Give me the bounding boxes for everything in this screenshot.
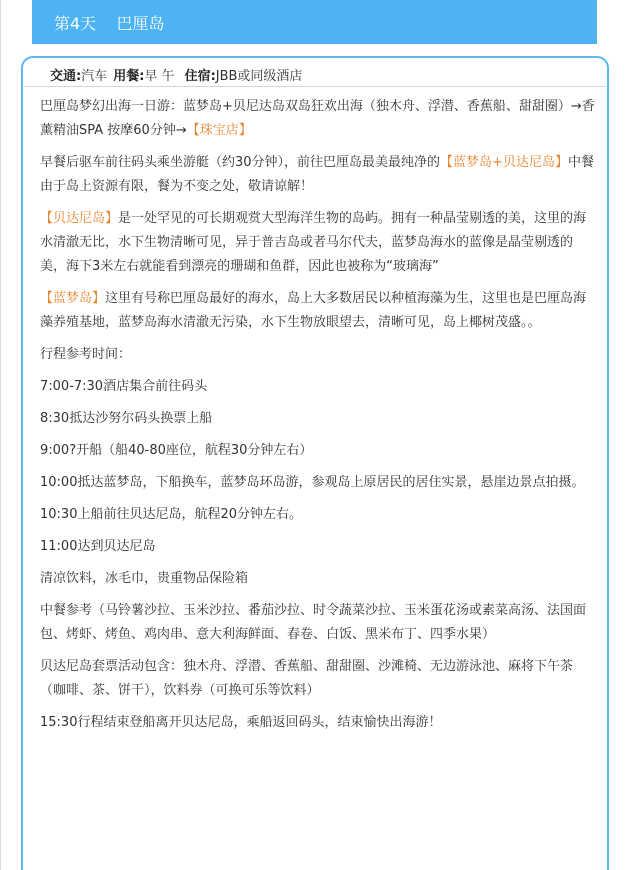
schedule-item: 中餐参考（马铃薯沙拉、玉米沙拉、番茄沙拉、时令蔬菜沙拉、玉米蛋花汤或素菜高汤、法国面包、烤虾、烤鱼、鸡肉串、意大利海鲜面、春卷、白饭、黑米布丁、四季水果） <box>40 603 587 642</box>
penida-paragraph <box>40 207 598 279</box>
schedule-item: 7:00-7:30酒店集合前往码头 <box>40 379 208 394</box>
intro-paragraph <box>40 95 598 143</box>
info-divider <box>24 86 606 87</box>
schedule-item: 9:00?开船（船40-80座位，航程30分钟左右） <box>40 443 313 458</box>
schedule-item: 贝达尼岛套票活动包含：独木舟、浮潜、香蕉船、甜甜圈、沙滩椅、无边游泳池、麻将下午茶（咖啡、茶、饼干），饮料券（可换可乐等饮料） <box>40 659 574 698</box>
transport-label: 交通: <box>50 68 82 84</box>
schedule-title: 行程参考时间： <box>40 347 132 362</box>
penida-text: 是一处罕见的可长期观赏大型海洋生物的岛屿。拥有一种晶莹剔透的美，这里的海水清澈无比，水下生物清晰可见，异于普吉岛或者马尔代夫，蓝梦岛海水的蓝像是晶莹剔透的美，海下3米左右就能看到漂亮的珊瑚和鱼群，因此也被称为“玻璃海” <box>40 211 587 274</box>
schedule-item: 8:30抵达沙努尔码头换票上船 <box>40 411 213 426</box>
schedule-item: 11:00达到贝达尼岛 <box>40 539 156 554</box>
lunch-note-text: 中餐由于岛上资源有限，餐为不变之处，敬请谅解！ <box>40 155 594 194</box>
morning-paragraph <box>40 151 598 199</box>
stay-label: 住宿: <box>184 68 216 84</box>
lembongan-text: 这里有号称巴厘岛最好的海水，岛上大多数居民以种植海藻为生，这里也是巴厘岛海藻养殖基地，蓝梦岛海水清澈无污染，水下生物放眼望去，清晰可见，岛上椰树茂盛。。 <box>40 291 587 330</box>
islands-highlight: 【蓝梦岛+贝达尼岛】 <box>440 155 568 170</box>
schedule-item: 10:00抵达蓝梦岛，下船换车，蓝梦岛环岛游，参观岛上原居民的居住实景，悬崖边景点拍摄。 <box>40 475 585 490</box>
schedule-item: 清凉饮料，冰毛巾，贵重物品保险箱 <box>40 571 249 586</box>
info-row <box>50 64 302 84</box>
page-left-border <box>0 0 1 870</box>
day-location: 巴厘岛 <box>116 13 165 33</box>
day-header-bar <box>32 0 597 44</box>
lembongan-paragraph <box>40 287 598 335</box>
schedule-item: 10:30上船前往贝达尼岛，航程20分钟左右。 <box>40 507 303 522</box>
itinerary-content <box>40 95 598 743</box>
stay-value: JBB或同级酒店 <box>215 68 303 84</box>
day-label: 第4天 <box>54 13 97 33</box>
intro-text: 巴厘岛梦幻出海一日游：蓝梦岛+贝尼达岛双岛狂欢出海（独木舟、浮潜、香蕉船、甜甜圈）→香薰精油SPA 按摩60分钟→ <box>40 99 595 138</box>
transport-value: 汽车 <box>81 68 108 84</box>
day-spacer <box>96 13 116 32</box>
schedule-item: 15:30行程结束登船离开贝达尼岛，乘船返回码头，结束愉快出海游！ <box>40 715 442 730</box>
meal-value: 早 午 <box>144 68 175 84</box>
morning-text: 早餐后驱车前往码头乘坐游艇（约30分钟），前往巴厘岛最美最纯净的 <box>40 155 441 170</box>
jewelry-store-highlight: 【珠宝店】 <box>186 123 252 138</box>
meal-label: 用餐: <box>113 68 145 84</box>
penida-highlight: 【贝达尼岛】 <box>40 211 119 226</box>
lembongan-highlight: 【蓝梦岛】 <box>40 291 106 306</box>
